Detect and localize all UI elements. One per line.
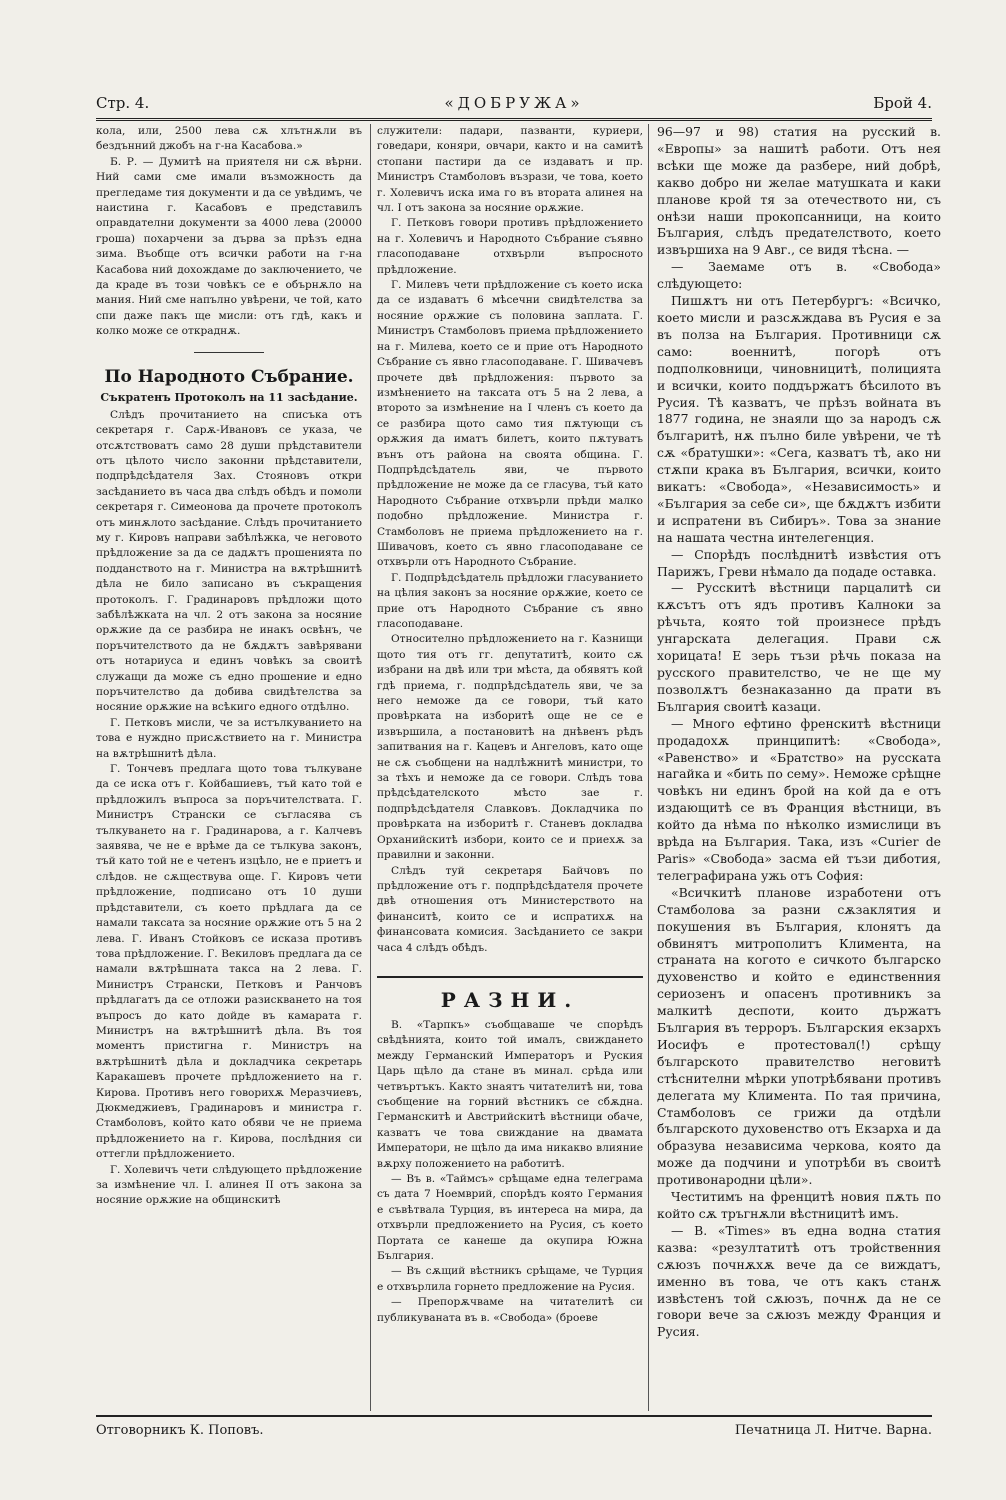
masthead (96, 88, 932, 121)
newspaper-page (96, 88, 941, 1443)
article-paragraph: 96—97 и 98) статия на русский в. «Европы» за нашитѣ работи. Отъ нея всѣки ще може да разбере, ний добрѣ, какво добро ни желае матушката и каки плановe крой тя за отечеството ни, съ онѣзи наши прокопсанници, на които България, слѣдъ предателството, което извършиха на 9 Авг., се видя тѣсна. — (657, 124, 941, 258)
article-paragraph: — Въ сѫщий вѣстникъ срѣщаме, че Турция е отхвърлила горнето предложение на Русия. (377, 1265, 643, 1293)
newspaper-title: «ДОБРУЖА» (444, 94, 584, 112)
section-subheading: Съкратенъ Протоколъ на 11 засѣдание. (100, 390, 358, 404)
article-paragraph: — Спорѣдъ послѣднитѣ извѣстия отъ Парижъ, Греви нѣмало да подаде оставка. (657, 546, 941, 579)
issue-number: Брой 4. (873, 94, 932, 112)
article-paragraph: Пишѫтъ ни отъ Петербургъ: «Всичко, което мисли и разсѫждава въ Русия е за въ полза на България. Противници сѫ само: военнитѣ, погорѣ отъ подполковници, чиновницитѣ, полицията и всички, които поддържатъ бѣсилото въ Русия. Тѣ казватъ, че прѣзъ войната въ 1877 година, не знаяли що за народъ сѫ българитѣ, нѫ пълно биле увѣрени, че тѣ сѫ «братушки»: «Сега, казватъ тѣ, ако ни стѫпи крака въ България, всички, които викатъ: «Свобода», «Независимость» и «България за себе си», ще бѫдѫтъ избити и испратени въ Сибиръ». Това за знание на нашата честна интелегенция. (657, 293, 941, 545)
article-paragraph: Г. Подпрѣдсѣдатель прѣдложи гласуванието на цѣлия законъ за носяние орѫжие, което се прие отъ Народното Събрание съ явно гласоподаване. (377, 571, 643, 630)
article-paragraph: Слѣдъ прочитанието на списъка отъ секретаря г. Сарѫ-Ивановъ се указа, че отсѫтствоватъ само 28 души прѣдставители отъ цѣлото число законни прѣдставители, подпрѣдсѣдателя Зах. Стояновъ откри засѣданието въ часа два слѣдъ обѣдъ и помоли секретаря г. Симеонова да прочете протоколъ отъ минѫлото засѣдание. Слѣдъ прочитанието му г. Кировъ направи забѣлѣжка, че неговото прѣдложение за да се дадѫтъ прошенията по подданството на г. Министра на вѫтрѣшнитѣ дѣла не било записано въ съкращения протоколъ. Г. Градинаровъ прѣдложи щото забѣлѣжката на чл. 2 отъ закона за носяние орѫжие да се разбира не инакъ освѣнъ, че поръчителството да не бѫдѫтъ завѣрявани отъ нотариуса и единъ човѣкъ за своитѣ служащи да може съ едно прошение и едно поръчителство да добива свидѣтелства за носяние орѫжие на всѣкиго едного отдѣлно. (96, 408, 362, 714)
article-paragraph: Г. Холевичъ чети слѣдующето прѣдложение за измѣнение чл. I. алинея II отъ закона за носяние орѫжие на общинскитѣ (96, 1163, 362, 1207)
article-paragraph: Честитимъ на френцитѣ новия пѫть по който сѫ тръгнѫли вѣстницитѣ имъ. (657, 1189, 941, 1221)
editor-credit: Отговорникъ К. Поповъ. (96, 1423, 264, 1438)
article-paragraph: — Русскитѣ вѣстници парцалитѣ си кѫсътъ отъ ядъ противъ Калноки за рѣчьта, която той произнесе прѣдъ унгарската делегация. Прави сѫ хорицата! Е зерь тъзи рѣчь показа на русского правителство, че не ще му позволѫтъ безнаказанно да прати въ България своитѣ казаци. (657, 580, 941, 714)
article-paragraph: Слѣдъ туй секретаря Байчовъ по прѣдложение отъ г. подпрѣдсѣдателя прочете двѣ отношения отъ Министерството на финанситѣ, които се и испратихѫ на финансовата комисия. Засѣданието се закри часа 4 слѣдъ обѣдъ. (377, 864, 643, 954)
article-paragraph: служители: падари, пазванти, куриери, говедари, коняри, овчари, както и на самитѣ стопани пастири да се издаватъ и пр. Министръ Стамболовъ възрази, че това, което г. Холевичъ иска има го въ втората алинея на чл. I отъ закона за носяние орѫжие. (377, 125, 643, 215)
article-paragraph: В. «Тарпкъ» съобщаваше че спорѣдъ свѣдѣнията, които той ималъ, свиждането между Германский Императоръ и Руския Царь щѣло да стане въ минал. срѣда или четвъртъкъ. Както знаятъ читателитѣ ни, това съобщение на горний вѣстникъ се сбѫдна. Германскитѣ и Австрийскитѣ вѣстници обаче, казватъ че това свиждание на двамата Императори, не щѣло да има никакво влияние вѫрху положението на работитѣ. (377, 1018, 643, 1170)
columns (96, 124, 941, 1411)
section-heading: По Народното Събрание. (104, 366, 354, 387)
article-paragraph: кола, или, 2500 лева сѫ хлътнѫли въ бездънний джобъ на г-на Касабова.» (96, 125, 362, 153)
printer-credit: Печатница Л. Нитче. Варна. (734, 1423, 932, 1438)
article-paragraph: «Всичкитѣ плановe изработени отъ Стамболова за разни сѫзаклятия и покушения въ България, клонятъ да обвинятъ митрополитъ Климента, на страната на когото е сичкото българско духовенство и който е единственния сериозенъ и опасенъ противникъ за малкитѣ деспоти, които държатъ България въ терроръ. Българския екзархъ Иосифъ е протестовал(!) срѣщу българското правителство неговитѣ стѣснителни мѣрки употрѣбявани противъ делегата му Климента. По тая причина, Стамболовъ се грижи да отдѣли българското духовенство отъ Екзарха и да образува независима черкова, която да може да подчини и употрѣби въ своитѣ противонародни цѣли». (657, 884, 941, 1188)
footer (96, 1415, 932, 1443)
article-paragraph: Г. Тончевъ предлага щото това тълкуване да се иска отъ г. Койбашиевъ, тъй като той е прѣдложилъ въпроса за поръчителствата. Г. Министръ Странски се съгласява съ тълкуването на г. Градинарова, а г. Калчевъ заявява, че не е врѣме да се тълкува законъ, тъй като той не е четенъ изцѣло, не е приетъ и слѣдов. не сѫществува още. Г. Кировъ чети прѣдложение, подписано отъ 10 души прѣдставители, съ което прѣдлага да се намали таксата за носяние орѫжие отъ 5 на 2 лева. Г. Иванъ Стойковъ се исказа противъ това прѣдложение. Г. Векиловъ предлага да се намали вѫтрѣшната такса на 2 лева. Г. Министръ Странски, Петковъ и Ранчовъ прѣдлагатъ да се отложи разискването на тоя въпросъ до като дойде въ камарата г. Министръ на вѫтрѣшнитѣ дѣла. Въ тоя моментъ пристигна г. Министръ на вѫтрѣшнитѣ дѣла и докладчика секретарь Каракашевъ прочете прѣдложението на г. Кирова. Противъ него говорихѫ Меразчиевъ, Дюкмеджиевъ, Градинаровъ и министра г. Стамболовъ, който като обяви че не приема прѣдложението на г. Кирова, послѣдния си оттегли прѣдложението. (96, 763, 362, 1161)
divider (377, 976, 643, 978)
page-number: Стр. 4. (96, 94, 150, 112)
article-paragraph: Г. Петковъ говори противъ прѣдложението на г. Холевичъ и Народното Събрание съявно гласоподаване отхвърли въпросното прѣдложение. (377, 217, 643, 276)
article-paragraph: — Много ефтино френскитѣ вѣстници продадохѫ принципитѣ: «Свобода», «Равенство» и «Братство» на русската нагайка и «бить по сему». Неможе срѣщне човѣкъ ни единъ брой на кой да е отъ издающитѣ се въ Франция вѣстници, въ който да нѣма по нѣколко измислици въ врѣда на България. Така, изъ «Curier de Paris» «Свобода» засма ей тъзи диботия, телеграфирана ужь отъ София: (657, 715, 941, 883)
section-heading: РАЗНИ. (440, 987, 580, 1012)
article-paragraph: — В. «Times» въ една водна статия казва: «резултатитѣ отъ тройственния сѫюзъ почнѫхѫ вече да се виждатъ, именно въ това, че отъ какъ станѫ извѣстенъ той сѫюзъ, почнѫ да не се говори вече за сѫюзъ между Франция и Русия. (657, 1222, 941, 1340)
article-paragraph: — Препорѫчваме на читателитѣ си публикуваната въ в. «Свобода» (броеве (377, 1296, 643, 1324)
article-paragraph: Г. Петковъ мисли, че за истълкуванието на това е нуждно присѫствието на г. Министра на вѫтрѣшнитѣ дѣла. (96, 716, 362, 760)
column-2 (370, 124, 643, 1411)
article-paragraph: — Заемаме отъ в. «Свобода» слѣдующето: (657, 259, 941, 292)
divider (194, 352, 264, 353)
article-paragraph: Б. Р. — Думитѣ на приятеля ни сѫ вѣрни. Ний сами сме имали възможность да прегледаме тия документи и да се увѣдимъ, че наистина г. Касабовъ е представилъ оправдателни документи за 4000 лева (20000 гроша) похарчени за дърва за прѣзъ една зима. Въобще отъ всички работи на г-на Касабова ний дохождаме до заключението, че да краде въ този човѣкъ се е обърнѫло на мания. Ний сме напълно увѣрени, че той, като спи даже пакъ ще мисли: отъ гдѣ, какъ и колко може се откраднѫ. (96, 155, 362, 338)
column-1 (96, 124, 362, 1411)
article-paragraph: Г. Милевъ чети прѣдложение съ което иска да се издаватъ 6 мѣсечни свидѣтелства за носяние орѫжие съ половина заплата. Г. Министръ Стамболовъ приема прѣдложението на г. Милева, което се и прие отъ Народното Събрание съ явно гласоподаване. Г. Шивачевъ прочете двѣ прѣдложения: първото за измѣнението на таксата отъ 5 на 2 лева, а второто за измѣнение на I членъ съ което да се разбира щото само тия пѫтующи съ орѫжия да иматъ билетъ, които пѫтуватъ вънъ отъ района на своята община. Г. Подпрѣдсѣдатель яви, че първото прѣдложение не може да се гласува, тъй като Народното Събрание отхвърли прѣди малко подобно прѣдложение. Министра г. Стамболовъ не приема прѣдложението на г. Шивачовъ, което съ явно гласоподаване се отхвърли отъ Народното Събрание. (377, 279, 643, 569)
article-paragraph: — Въ в. «Таймсъ» срѣщаме една телеграма съ дата 7 Ноемврий, спорѣдъ която Германия е съвѣтвала Турция, въ интереса на мира, да отхвърли предложението на Русия, съ което Портата се канеше да окупира Южна България. (377, 1173, 643, 1263)
article-paragraph: Относително прѣдложението на г. Казнищи щото тия отъ гг. депутатитѣ, които сѫ избрани на двѣ или три мѣста, да обявятъ кой гдѣ приема, г. подпрѣдсѣдатель яви, че за него неможе да се говори, тъй като провѣрката на изборитѣ още не се е извършила, а постановитѣ на днѣвенъ рѣдъ запитвания на г. Кацевъ и Ангеловъ, като още не сѫ съобщени на надлѣжнитѣ министри, то за тѣхъ и неможе да се говори. Слѣдъ това прѣдсѣдателското мѣсто заe г. подпрѣдсѣдателя Славковъ. Докладчика по провѣрката на изборитѣ г. Станевъ докладва Орханийскитѣ избори, които се и приехѫ за правилни и законни. (377, 633, 643, 862)
column-3 (648, 124, 941, 1411)
